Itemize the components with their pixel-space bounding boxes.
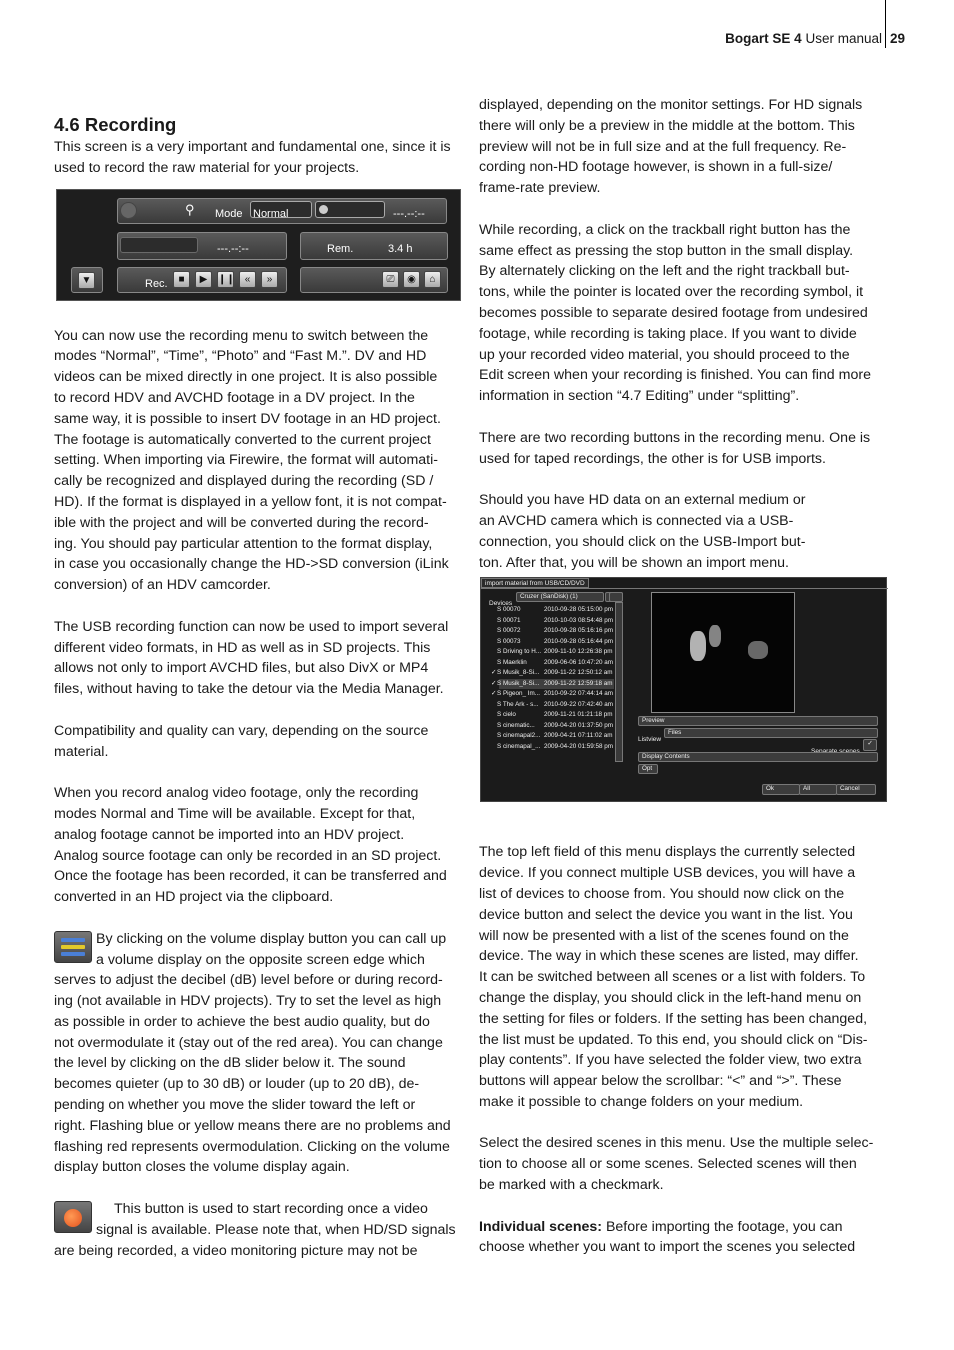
import-tab: import material from USB/CD/DVD [481, 578, 589, 588]
home-icon: ⌂ [424, 271, 441, 288]
trackball-paragraph: While recording, a click on the trackball right button has the same effect as pressing the stop button in the small display. By alternately clicking on the left and the right trackball but- tons, while the pointer is located over the recording symbol, it becomes possible to separate desired footage from undesired footage, while recording is taking place. If you want to divide up your recorded video material, you should proceed to the Edit screen when your recording is finished. You can find more information in section “4.7 Editing” under “splitting”. [479, 221, 871, 405]
scene-row: S 00073 2010-09-28 05:16:44 pm [497, 637, 613, 645]
compatibility-paragraph: Compatibility and quality can vary, depending on the source material. [54, 722, 429, 760]
analog-paragraph: When you record analog video footage, only the recording modes Normal and Time will be available. Except for that, analog footage cannot be imported into an HDV project. Analog source footage can only be recorded in an SD project. Once the footage has been recorded, it can be transferred and converted in an HD project via the clipboard. [54, 785, 447, 906]
record-icon: ◉ [403, 271, 420, 288]
slider-knob-icon [319, 205, 328, 214]
ok-button: Ok [762, 784, 800, 795]
recording-panel-screenshot [56, 189, 461, 301]
fast-forward-icon: » [261, 271, 278, 288]
volume-paragraph: By clicking on the volume display button you can call up a volume display on the opposite screen edge which serves to adjust the decibel (dB) level before or during record- ing (not available in HDV projects). Try to set the level as high as possible in order to achieve the best audio quality, but do not overmodulate it (stay out of the red area). You can change the level by clicking on the dB slider below it. The sound becomes quieter (up to 30 dB) or louder (up to 20 dB), de- pending on whether you move the slider toward the left or right. Flashing blue or yellow means there are no problems and flashing red represents overmodulation. Clicking on the volume display button closes the volume display again. [54, 930, 451, 1176]
scene-row: ✓ S Pigeon_ Im... 2010-09-22 07:44:14 am [491, 690, 613, 698]
separate-scenes-checkbox-icon: ✓ [863, 739, 877, 751]
mode-label: Mode [215, 207, 243, 220]
cancel-button: Cancel [836, 784, 876, 795]
listview-selector: Files [664, 728, 878, 738]
left-column [54, 113, 464, 1282]
scene-row: S 00071 2010-10-03 08:54:48 pm [497, 616, 613, 624]
device-paragraph: The top left field of this menu displays the currently selected device. If you connect multiple USB devices, you will have a list of devices to choose from. You should now click on the device button and select the device you want in the list. You will now be presented with a list of the scenes found on the device. The way in which these scenes are listed, may differ. It can be switched between all scenes or a list with folders. To change the display, you should click in the left-hand menu on the setting for files or folders. If the setting has been changed, the list must be updated. To this end, you should click on “Dis- play contents”. If you have selected the folder view, two extra buttons will appear below the scrollbar: “<” and “>”. These make it possible to change folders on your medium. [479, 844, 868, 1110]
two-buttons-paragraph: There are two recording buttons in the recording menu. One is used for taped recordings, the other is for USB imports. [479, 429, 871, 467]
all-button: All [799, 784, 837, 795]
record-button-icon [54, 1201, 92, 1233]
pause-icon: ❙❙ [217, 271, 234, 288]
scene-row: S 00070 2010-09-28 05:15:00 pm [497, 606, 613, 614]
listview-label: Listview [638, 736, 662, 744]
preview-button: Preview [638, 716, 878, 726]
stop-icon: ■ [173, 271, 190, 288]
intro-paragraph: This screen is a very important and fundamental one, since it is used to record the raw material for your projects. [54, 139, 451, 176]
scene-row: S cinemapal2... 2009-04-21 07:11:02 am [497, 732, 613, 740]
volume-display-icon [54, 931, 92, 963]
rewind-icon: « [239, 271, 256, 288]
select-scenes-paragraph: Select the desired scenes in this menu. Use the multiple selec- tion to choose all or some scenes. Selected scenes will then be marked with a checkmark. [479, 1135, 874, 1194]
header-suffix: User manual [801, 31, 882, 46]
scene-row: ✓ S Musik_8-Si... 2009-11-22 12:50:12 am [491, 669, 613, 677]
timecode-display: ---.--:-- [217, 242, 249, 255]
remaining-bar [300, 232, 448, 260]
remaining-value: 3.4 h [388, 242, 413, 255]
usb-icon: ⚲ [185, 201, 195, 217]
scene-scrollbar [615, 602, 623, 762]
scene-row: S The Ark - s... 2010-09-22 07:42:40 am [497, 700, 613, 708]
opt-button: Opt [638, 764, 658, 774]
right-column [479, 95, 891, 1279]
import-menu-screenshot [480, 577, 887, 802]
record-indicator-icon [120, 202, 137, 219]
running-header [725, 31, 882, 46]
scene-row: S cielo 2009-11-21 01:21:18 pm [497, 711, 613, 719]
page-number: 29 [890, 31, 906, 46]
video-preview [651, 592, 795, 713]
scene-row: S cinematic... 2009-04-20 01:37:50 pm [497, 721, 613, 729]
scene-row: S Driving to H... 2009-11-10 12:26:38 pm [497, 648, 613, 656]
scene-row: S Maerklin 2009-06-06 10:47:20 am [497, 658, 613, 666]
scene-row: ✓ S Musik_8-Si... 2009-11-22 12:59:18 am [491, 679, 613, 687]
play-icon: ▶ [195, 271, 212, 288]
usb-import-paragraph: Should you have HD data on an external medium or an AVCHD camera which is connected via a USB- connection, you should click on the USB-Import but- ton. After that, you will be shown an import menu. [479, 492, 806, 571]
camera-icon: ⎚ [382, 271, 399, 288]
top-timecode: ---.--:-- [393, 207, 425, 220]
devices-label: Devices [489, 600, 513, 608]
monitor-paragraph: displayed, depending on the monitor settings. For HD signals there will only be a preview in the middle at the bottom. This preview will not be in full size and at the full frequency. Re- cording non-HD footage however, is shown in a full-size/ frame-rate preview. [479, 97, 863, 197]
scene-row: S 00072 2010-09-28 05:16:16 pm [497, 627, 613, 635]
usb-paragraph: The USB recording function can now be used to import several different video formats, in HD as well as in SD projects. This allows not only to import AVCHD files, but also DivX or MP4 files, without having to take the detour via the Media Manager. [54, 618, 449, 698]
product-name: Bogart SE 4 [725, 31, 802, 46]
progress-field [120, 237, 198, 253]
record-button-paragraph: This button is used to start recording once a video signal is available. Please note that, when HD/SD signals are being recorded, a video monitoring picture may not be [54, 1201, 456, 1259]
modes-paragraph: You can now use the recording menu to switch between the modes “Normal”, “Time”, “Photo” and “Fast M.”. DV and HD videos can be mixed directly in one project. It is also possible to record HDV and AVCHD footage in a DV project. In the same way, it is possible to insert DV footage in an HD project. The footage is automatically converted to the current project setting. When importing via Firewire, the format will automati- cally be recognized and displayed during the recording (SD / HD). If the format is displayed in a yellow font, it is not compat- ible with the project and will be converted during the record- ing. You should pay particular attention to the format display, in case you occasionally change the HD->SD conversion (iLink conversion) of an HDV camcorder. [54, 327, 449, 594]
individual-scenes-paragraph: Individual scenes: Before importing the footage, you can choose whether you want to import the scenes you selected [479, 1218, 856, 1256]
rec-label: Rec. [145, 277, 168, 290]
display-contents-button: Display Contents [638, 752, 878, 762]
header-divider [885, 0, 886, 48]
mode-value: Normal [253, 207, 289, 220]
scene-row: S cinemapal_... 2009-04-20 01:59:58 pm [497, 742, 613, 750]
arrow-down-icon: ▼ [78, 272, 95, 289]
device-selector: Cruzer (SanDisk) (1) [516, 592, 604, 602]
remaining-label: Rem. [327, 242, 354, 255]
section-heading: 4.6 Recording [54, 114, 177, 135]
